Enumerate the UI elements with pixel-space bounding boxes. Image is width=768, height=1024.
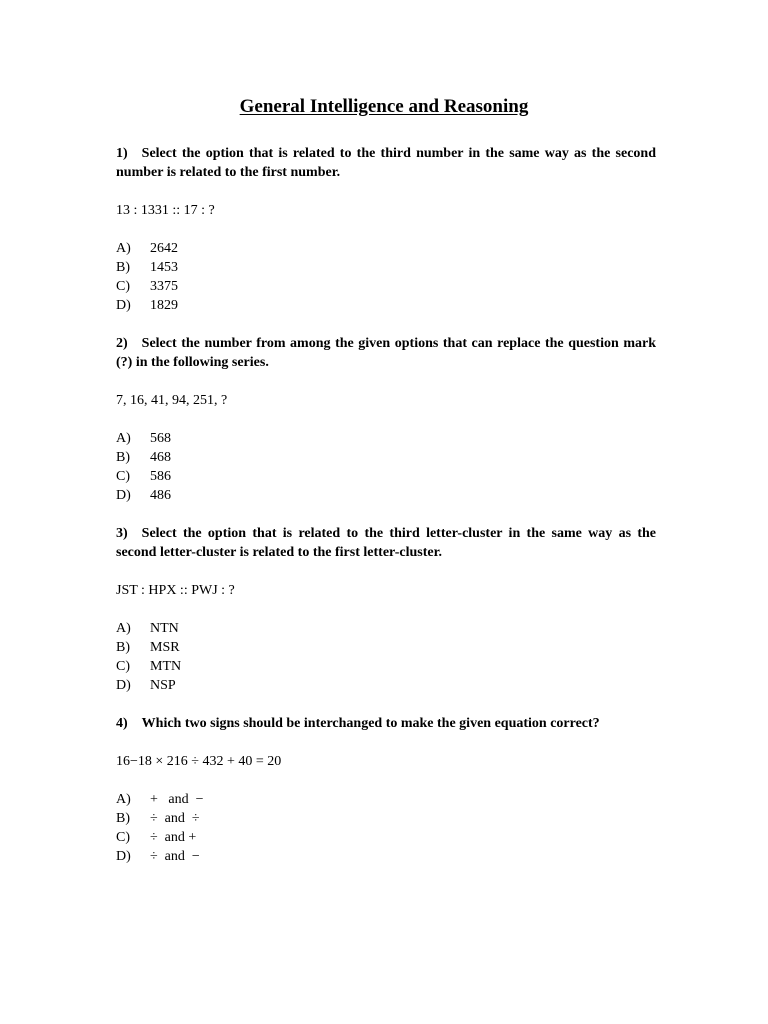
question-text: [116, 144, 656, 182]
option-label: D): [116, 678, 131, 693]
question-text: [116, 524, 656, 562]
option-label: C): [116, 469, 130, 484]
option-a: [116, 429, 656, 448]
option-label: C): [116, 659, 130, 674]
option-value: 586: [150, 469, 171, 484]
option-label: D): [116, 298, 131, 313]
option-value: + and −: [150, 792, 204, 807]
option-b: [116, 448, 656, 467]
option-value: MTN: [150, 659, 182, 674]
option-c: [116, 467, 656, 486]
option-b: [116, 638, 656, 657]
question-prompt: Select the number from among the given options that can replace the question mark (?) in the following series.: [116, 336, 656, 370]
question-given: 7, 16, 41, 94, 251, ?: [116, 393, 228, 408]
option-label: A): [116, 241, 131, 256]
option-value: 1829: [150, 298, 178, 313]
option-b: [116, 809, 656, 828]
question-number: 4): [116, 716, 128, 731]
options-list: [116, 619, 656, 695]
option-c: [116, 277, 656, 296]
option-label: D): [116, 849, 131, 864]
option-d: [116, 847, 656, 866]
option-label: A): [116, 621, 131, 636]
option-a: [116, 619, 656, 638]
option-value: ÷ and ÷: [150, 811, 200, 826]
question-1: [116, 144, 656, 315]
option-label: D): [116, 488, 131, 503]
option-label: A): [116, 431, 131, 446]
option-value: ÷ and +: [150, 830, 197, 845]
options-list: [116, 790, 656, 866]
option-d: [116, 676, 656, 695]
option-value: NTN: [150, 621, 179, 636]
question-2: [116, 334, 656, 505]
question-given: 16−18 × 216 ÷ 432 + 40 = 20: [116, 754, 282, 769]
question-text: [116, 714, 656, 733]
option-value: 2642: [150, 241, 178, 256]
option-a: [116, 790, 656, 809]
question-number: 2): [116, 336, 128, 351]
option-value: 486: [150, 488, 171, 503]
question-text: [116, 334, 656, 372]
option-label: A): [116, 792, 131, 807]
question-number: 3): [116, 526, 128, 541]
question-number: 1): [116, 146, 128, 161]
option-label: C): [116, 830, 130, 845]
question-4: [116, 714, 656, 866]
option-label: B): [116, 450, 130, 465]
question-prompt: Select the option that is related to the third number in the same way as the second number is related to the first number.: [116, 146, 656, 180]
option-label: B): [116, 260, 130, 275]
option-c: [116, 828, 656, 847]
page-title: General Intelligence and Reasoning: [239, 96, 529, 117]
question-given: 13 : 1331 :: 17 : ?: [116, 203, 215, 218]
option-b: [116, 258, 656, 277]
question-prompt: Which two signs should be interchanged to make the given equation correct?: [141, 716, 600, 731]
option-a: [116, 239, 656, 258]
option-d: [116, 486, 656, 505]
option-value: 468: [150, 450, 171, 465]
option-value: NSP: [150, 678, 176, 693]
option-d: [116, 296, 656, 315]
option-value: MSR: [150, 640, 180, 655]
question-given: JST : HPX :: PWJ : ?: [116, 583, 235, 598]
options-list: [116, 239, 656, 315]
question-prompt: Select the option that is related to the third letter-cluster in the same way as the second letter-cluster is related to the first letter-cluster.: [116, 526, 656, 560]
option-label: B): [116, 640, 130, 655]
options-list: [116, 429, 656, 505]
option-value: ÷ and −: [150, 849, 200, 864]
question-3: [116, 524, 656, 695]
option-label: B): [116, 811, 130, 826]
option-value: 568: [150, 431, 171, 446]
option-label: C): [116, 279, 130, 294]
option-value: 3375: [150, 279, 178, 294]
option-value: 1453: [150, 260, 178, 275]
option-c: [116, 657, 656, 676]
